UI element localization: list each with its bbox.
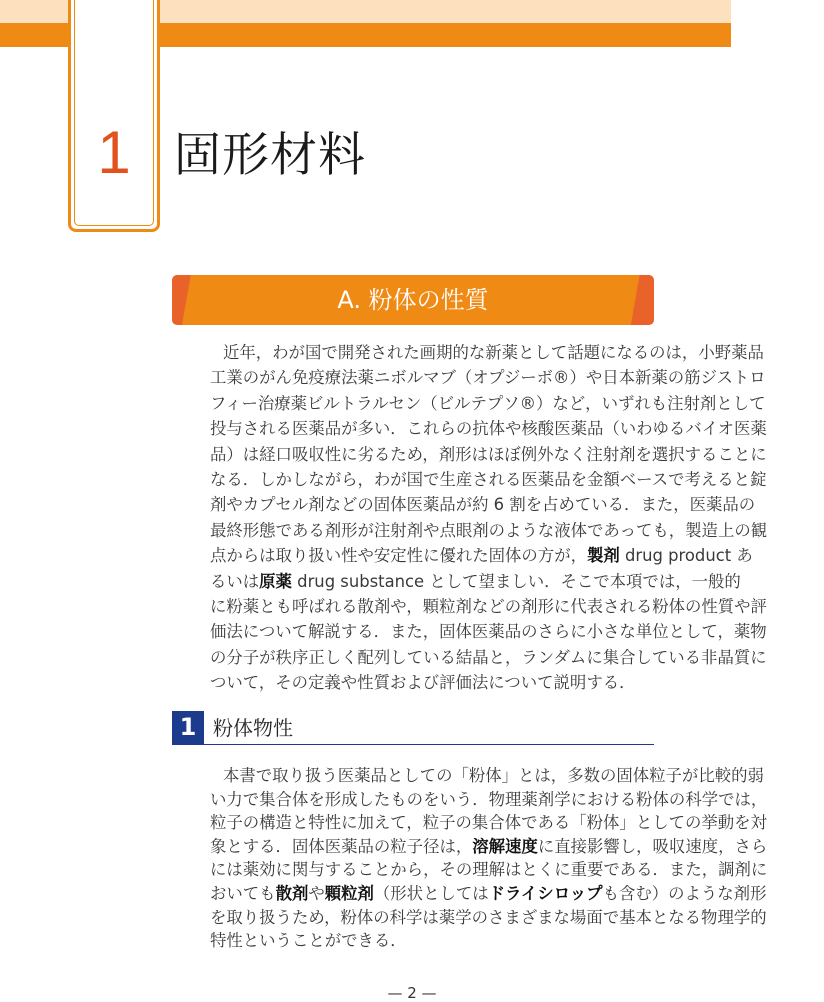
text-run: 投与される医薬品が多い．これらの抗体や核酸医薬品（いわゆるバイオ医薬 <box>210 419 767 439</box>
bold-term: 製剤 <box>586 546 620 566</box>
bold-term: 散剤 <box>275 884 309 903</box>
text-run: に粉薬とも呼ばれる散剤や，顆粒剤などの剤形に代表される粉体の性質や評 <box>210 597 767 616</box>
text-run: や <box>308 884 325 903</box>
text-run: drug substance として望ましい．そこで本項では，一般的 <box>291 571 741 591</box>
text-line <box>210 597 767 617</box>
text-line <box>210 520 768 541</box>
text-run: なる．しかしながら，わが国で生産される医薬品を金額ベースで考えると錠 <box>210 470 767 489</box>
text-run: 最終形態である剤形が注射剤や点眼剤のような液体であっても，製造上の観 <box>210 520 768 540</box>
text-run: の分子が秩序正しく配列している結晶と，ランダムに集合している非晶質に <box>210 647 767 667</box>
text-line <box>210 931 654 951</box>
text-run: を取り扱うため，粉体の科学は薬学のさまざまな場面で基本となる物理学的 <box>210 907 767 927</box>
text-run: （形状としては <box>373 884 489 903</box>
text-line <box>210 571 741 592</box>
chapter-tab <box>68 0 160 232</box>
text-line <box>210 860 768 880</box>
text-run: に直接影響し，吸収速度，さら <box>537 836 768 856</box>
chapter-title: 固形材料 <box>174 128 366 183</box>
text-line <box>210 368 766 388</box>
text-run: 象とする．固体医薬品の粒子径は， <box>210 836 473 856</box>
text-run: 特性ということができる． <box>210 931 407 951</box>
text-line <box>210 622 767 642</box>
text-line <box>210 673 654 693</box>
text-run: フィー治療薬ビルトラルセン（ビルテプソ®）など，いずれも注射剤として <box>210 393 766 413</box>
bold-term: ドライシロップ <box>488 884 603 903</box>
text-line <box>210 813 767 833</box>
section-heading-bar <box>172 275 654 325</box>
page-number: — 2 — <box>387 984 437 1002</box>
text-line <box>210 495 756 515</box>
text-run: には薬効に関与することから，その理解はとくに重要である．また，調剤に <box>210 860 768 880</box>
text-run: い力で集合体を形成したものをいう．物理薬剤学における粉体の科学では， <box>210 789 768 809</box>
bold-term: 顆粒剤 <box>324 884 374 903</box>
text-run: 本書で取り扱う医薬品としての「粉体」とは，多数の固体粒子が比較的弱 <box>223 766 764 785</box>
bold-term: 原薬 <box>259 571 292 591</box>
text-run: 品）は経口吸収性に劣るため，剤形はほぼ例外なく注射剤を選択することに <box>210 444 767 464</box>
text-line <box>223 343 764 363</box>
bold-term: 溶解速度 <box>472 836 538 856</box>
text-line <box>210 470 767 490</box>
text-run: 価法について解説する．また，固体医薬品のさらに小さな単位として，薬物 <box>210 622 767 642</box>
subsection-number-box: 1 <box>172 711 204 744</box>
text-line <box>223 766 764 786</box>
text-line <box>210 546 753 566</box>
subsection-title: 粉体物性 <box>213 716 293 740</box>
text-run: 剤やカプセル剤などの固体医薬品が約 6 割を占めている．また，医薬品の <box>210 495 756 515</box>
section-title: A. 粉体の性質 <box>337 286 489 314</box>
text-line <box>210 393 766 414</box>
text-run: も含む）のような剤形 <box>602 884 767 903</box>
text-line <box>210 836 768 857</box>
text-run: ついて，その定義や性質および評価法について説明する． <box>210 673 636 693</box>
text-run: drug product あ <box>619 546 753 566</box>
subsection-underline <box>172 744 654 745</box>
text-run: 工業のがん免疫療法薬ニボルマブ（オプジーボ®）や日本新薬の筋ジストロ <box>210 368 766 388</box>
text-line <box>210 907 767 928</box>
text-line <box>210 444 767 465</box>
chapter-number: 1 <box>97 119 131 186</box>
text-run: おいても <box>210 884 276 903</box>
text-line <box>210 419 767 439</box>
text-run: 点からは取り扱い性や安定性に優れた固体の方が， <box>210 546 587 566</box>
text-line <box>210 789 768 810</box>
text-line <box>210 647 767 668</box>
text-line <box>210 884 767 904</box>
text-run: 近年，わが国で開発された画期的な新薬として話題になるのは，小野薬品 <box>223 343 764 362</box>
text-run: 粒子の構造と特性に加えて，粒子の集合体である「粉体」としての挙動を対 <box>210 813 767 833</box>
text-run: るいは <box>210 571 260 591</box>
